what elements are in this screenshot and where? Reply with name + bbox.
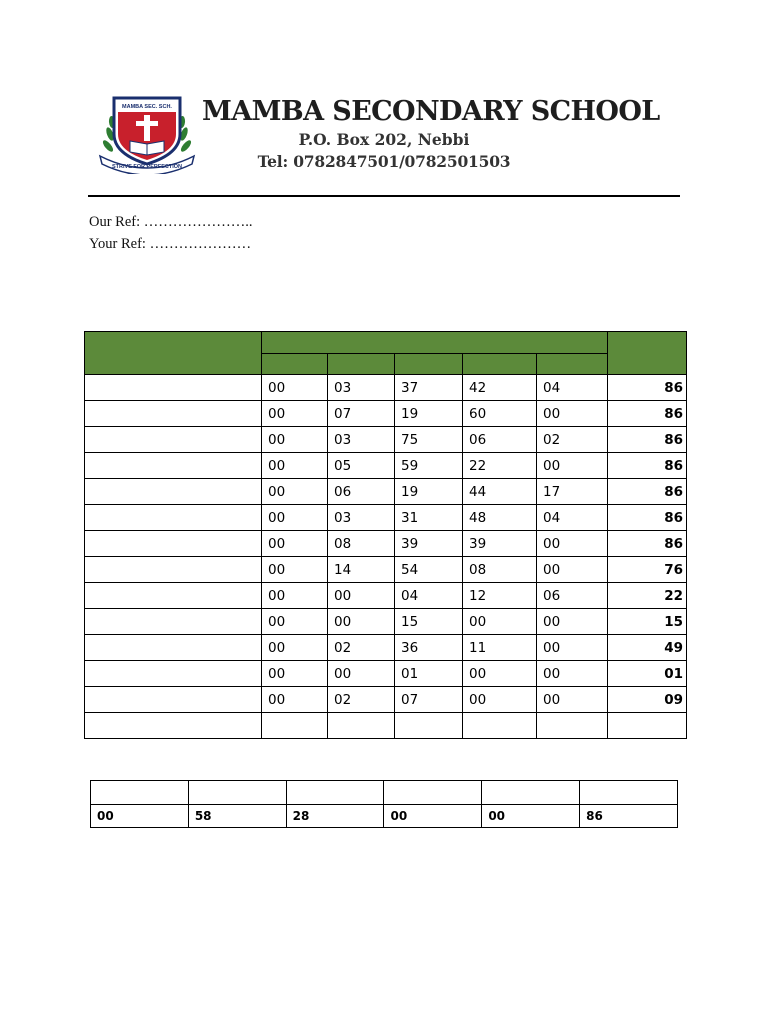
table-value-cell: 39: [463, 531, 537, 557]
row-total-cell: 86: [608, 505, 687, 531]
table-value-cell: 00: [262, 635, 328, 661]
subheader-cell: [395, 354, 463, 375]
table-value-cell: 02: [328, 635, 395, 661]
summary-header-cell: [286, 781, 384, 805]
row-name-cell: [85, 583, 262, 609]
table-value-cell: 37: [395, 375, 463, 401]
summary-table: [90, 780, 678, 828]
summary-header-cell: [384, 781, 482, 805]
table-value-cell: 75: [395, 427, 463, 453]
row-total-cell: 86: [608, 427, 687, 453]
table-value-cell: 00: [262, 557, 328, 583]
your-ref-line: Your Ref: …………………: [89, 236, 252, 252]
table-value-cell: 00: [328, 583, 395, 609]
table-value-cell: 03: [328, 505, 395, 531]
header-cell-total: [608, 332, 687, 375]
row-total-cell: 86: [608, 479, 687, 505]
table-row: [85, 375, 687, 401]
table-value-cell: 00: [262, 687, 328, 713]
table-value-cell: 15: [395, 609, 463, 635]
summary-values-row: [91, 805, 678, 828]
table-value-cell: 00: [537, 609, 608, 635]
row-total-cell: 01: [608, 661, 687, 687]
row-name-cell: [85, 557, 262, 583]
table-row: [85, 635, 687, 661]
table-value-cell: 01: [395, 661, 463, 687]
table-value-cell: 00: [537, 453, 608, 479]
table-value-cell: 08: [328, 531, 395, 557]
summary-header-cell: [580, 781, 678, 805]
table-value-cell: 07: [328, 401, 395, 427]
table-value-cell: 00: [262, 427, 328, 453]
table-value-cell: [262, 713, 328, 739]
table-value-cell: 00: [537, 401, 608, 427]
row-name-cell: [85, 713, 262, 739]
table-value-cell: [463, 713, 537, 739]
table-value-cell: 42: [463, 375, 537, 401]
row-total-cell: 86: [608, 375, 687, 401]
summary-value-cell: 00: [482, 805, 580, 828]
row-total-cell: 86: [608, 453, 687, 479]
table-value-cell: 31: [395, 505, 463, 531]
table-value-cell: 00: [537, 661, 608, 687]
header-cell-group: [262, 332, 608, 354]
row-name-cell: [85, 687, 262, 713]
summary-value-cell: 00: [91, 805, 189, 828]
table-value-cell: 00: [262, 401, 328, 427]
row-total-cell: 15: [608, 609, 687, 635]
header-cell-name: [85, 332, 262, 375]
table-row: [85, 687, 687, 713]
subheader-cell: [537, 354, 608, 375]
row-name-cell: [85, 531, 262, 557]
table-value-cell: 00: [262, 661, 328, 687]
table-value-cell: 00: [463, 609, 537, 635]
table-value-cell: 02: [328, 687, 395, 713]
summary-value-cell: 58: [188, 805, 286, 828]
subheader-cell: [262, 354, 328, 375]
table-value-cell: 54: [395, 557, 463, 583]
table-row: [85, 453, 687, 479]
table-value-cell: 00: [537, 557, 608, 583]
summary-header-cell: [91, 781, 189, 805]
table-value-cell: 00: [537, 635, 608, 661]
row-total-cell: 86: [608, 531, 687, 557]
summary-value-cell: 86: [580, 805, 678, 828]
subheader-cell: [463, 354, 537, 375]
table-row: [85, 583, 687, 609]
row-name-cell: [85, 609, 262, 635]
table-value-cell: 17: [537, 479, 608, 505]
our-ref-line: Our Ref: …………………..: [89, 214, 253, 230]
table-value-cell: 00: [328, 609, 395, 635]
table-value-cell: [537, 713, 608, 739]
table-value-cell: 07: [395, 687, 463, 713]
table-value-cell: 00: [262, 609, 328, 635]
table-value-cell: 00: [262, 375, 328, 401]
table-value-cell: 06: [328, 479, 395, 505]
table-value-cell: 48: [463, 505, 537, 531]
table-value-cell: 00: [463, 687, 537, 713]
table-value-cell: 00: [262, 453, 328, 479]
table-row: [85, 427, 687, 453]
table-value-cell: 00: [262, 531, 328, 557]
row-total-cell: 22: [608, 583, 687, 609]
table-value-cell: 44: [463, 479, 537, 505]
table-value-cell: 00: [262, 479, 328, 505]
table-header-row: [85, 332, 687, 354]
table-value-cell: [328, 713, 395, 739]
results-table: [84, 331, 687, 739]
school-telephone: Tel: 0782847501/0782501503: [257, 152, 511, 171]
table-value-cell: 00: [328, 661, 395, 687]
table-value-cell: 00: [537, 687, 608, 713]
row-total-cell: 86: [608, 401, 687, 427]
table-row: [85, 661, 687, 687]
row-name-cell: [85, 453, 262, 479]
table-value-cell: 04: [395, 583, 463, 609]
table-value-cell: 00: [262, 505, 328, 531]
table-value-cell: 00: [537, 531, 608, 557]
table-value-cell: 00: [262, 583, 328, 609]
row-name-cell: [85, 479, 262, 505]
school-name: MAMBA SECONDARY SCHOOL: [202, 96, 660, 127]
table-value-cell: 08: [463, 557, 537, 583]
table-value-cell: 06: [537, 583, 608, 609]
header-divider: [88, 195, 680, 197]
subheader-cell: [328, 354, 395, 375]
summary-header-row: [91, 781, 678, 805]
table-value-cell: 12: [463, 583, 537, 609]
table-value-cell: 06: [463, 427, 537, 453]
school-address: P.O. Box 202, Nebbi: [298, 130, 470, 149]
table-row: [85, 531, 687, 557]
table-value-cell: [395, 713, 463, 739]
row-name-cell: [85, 661, 262, 687]
table-row: [85, 505, 687, 531]
row-name-cell: [85, 427, 262, 453]
summary-value-cell: 00: [384, 805, 482, 828]
table-value-cell: 03: [328, 375, 395, 401]
crest-top-text: MAMBA SEC. SCH.: [122, 104, 172, 110]
table-value-cell: 11: [463, 635, 537, 661]
table-value-cell: 60: [463, 401, 537, 427]
table-value-cell: 04: [537, 375, 608, 401]
table-value-cell: 22: [463, 453, 537, 479]
row-name-cell: [85, 401, 262, 427]
table-value-cell: 36: [395, 635, 463, 661]
table-row: [85, 557, 687, 583]
summary-header-cell: [188, 781, 286, 805]
table-value-cell: 02: [537, 427, 608, 453]
table-value-cell: 00: [463, 661, 537, 687]
school-crest-logo: [96, 94, 198, 174]
table-value-cell: 39: [395, 531, 463, 557]
row-name-cell: [85, 505, 262, 531]
table-value-cell: 05: [328, 453, 395, 479]
row-total-cell: 49: [608, 635, 687, 661]
table-value-cell: 19: [395, 401, 463, 427]
row-total-cell: 76: [608, 557, 687, 583]
row-name-cell: [85, 375, 262, 401]
table-row: [85, 479, 687, 505]
table-value-cell: 19: [395, 479, 463, 505]
table-row: [85, 609, 687, 635]
table-row: [85, 713, 687, 739]
row-name-cell: [85, 635, 262, 661]
table-value-cell: 03: [328, 427, 395, 453]
summary-header-cell: [482, 781, 580, 805]
table-value-cell: 59: [395, 453, 463, 479]
table-value-cell: 04: [537, 505, 608, 531]
summary-value-cell: 28: [286, 805, 384, 828]
table-row: [85, 401, 687, 427]
row-total-cell: [608, 713, 687, 739]
crest-motto: STRIVE FOR PERFECTION: [112, 164, 182, 170]
row-total-cell: 09: [608, 687, 687, 713]
table-value-cell: 14: [328, 557, 395, 583]
